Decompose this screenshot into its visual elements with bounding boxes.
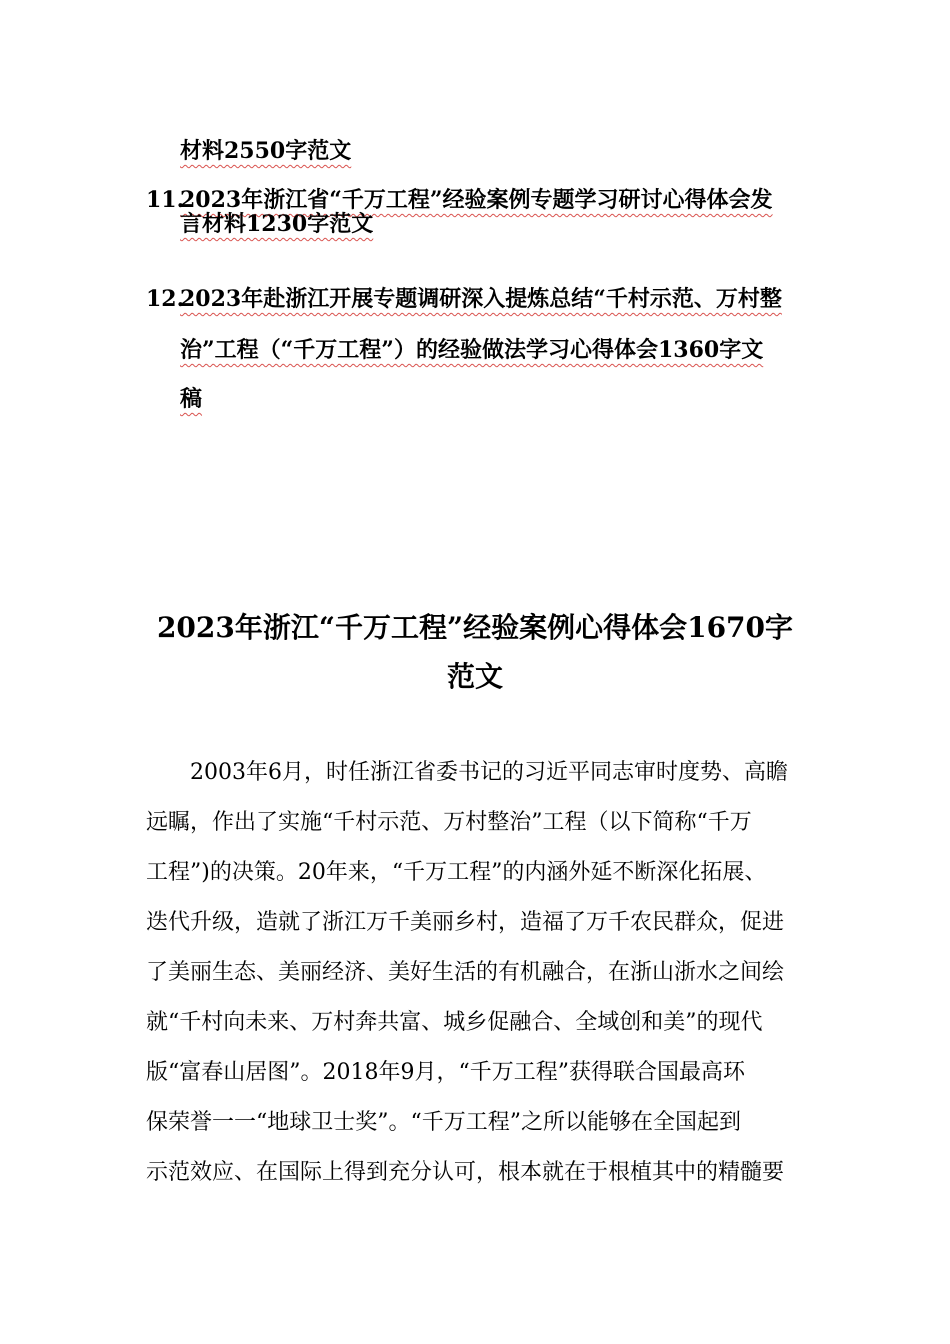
toc-item-12-number: 12. — [146, 286, 185, 312]
toc-item-12-text-line1: 2023年赴浙江开展专题调研深入提炼总结“千村示范、万村整 — [180, 286, 782, 312]
toc-item-12-text-line3: 稿 — [180, 386, 203, 412]
article-title-line2: 范文 — [446, 660, 503, 693]
body-line: 远瞩，作出了实施“千村示范、万村整治”工程（以下简称“千万 — [146, 810, 752, 835]
toc-item-12-text-line2: 治”工程（“千万工程”）的经验做法学习心得体会1360字文 — [180, 337, 764, 363]
toc-item-10-continuation[interactable] — [180, 136, 351, 166]
body-line: 工程”)的决策。20年来，“千万工程”的内涵外延不断深化拓展、 — [146, 860, 767, 885]
body-line: 保荣誉一一“地球卫士奖”。“千万工程”之所以能够在全国起到 — [146, 1110, 741, 1135]
toc-item-10-text: 材料2550字范文 — [180, 138, 352, 164]
body-line: 就“千村向未来、万村奔共富、城乡促融合、全域创和美”的现代 — [146, 1010, 763, 1035]
body-line: 示范效应、在国际上得到充分认可，根本就在于根植其中的精髓要 — [146, 1160, 785, 1185]
toc-item-12-line2[interactable] — [180, 335, 763, 365]
article-title-line1: 2023年浙江“千万工程”经验案例心得体会1670字 — [156, 611, 794, 644]
body-line: 了美丽生态、美丽经济、美好生活的有机融合，在浙山浙水之间绘 — [146, 960, 785, 985]
toc-item-11-text-line1: 2023年浙江省“千万工程”经验案例专题学习研讨心得体会发 — [180, 187, 773, 213]
toc-item-12-line3[interactable] — [180, 384, 202, 414]
body-line: 2003年6月，时任浙江省委书记的习近平同志审时度势、高瞻 — [146, 760, 788, 785]
toc-item-11-number: 11. — [146, 187, 185, 213]
toc-item-12[interactable] — [146, 284, 782, 314]
body-line: 迭代升级，造就了浙江万千美丽乡村，造福了万千农民群众，促进 — [146, 910, 785, 935]
toc-item-11-text-line2: 言材料1230字范文 — [180, 211, 374, 237]
body-line: 版“富春山居图”。2018年9月，“千万工程”获得联合国最高环 — [146, 1060, 745, 1085]
toc-item-11-line2[interactable] — [180, 209, 373, 239]
